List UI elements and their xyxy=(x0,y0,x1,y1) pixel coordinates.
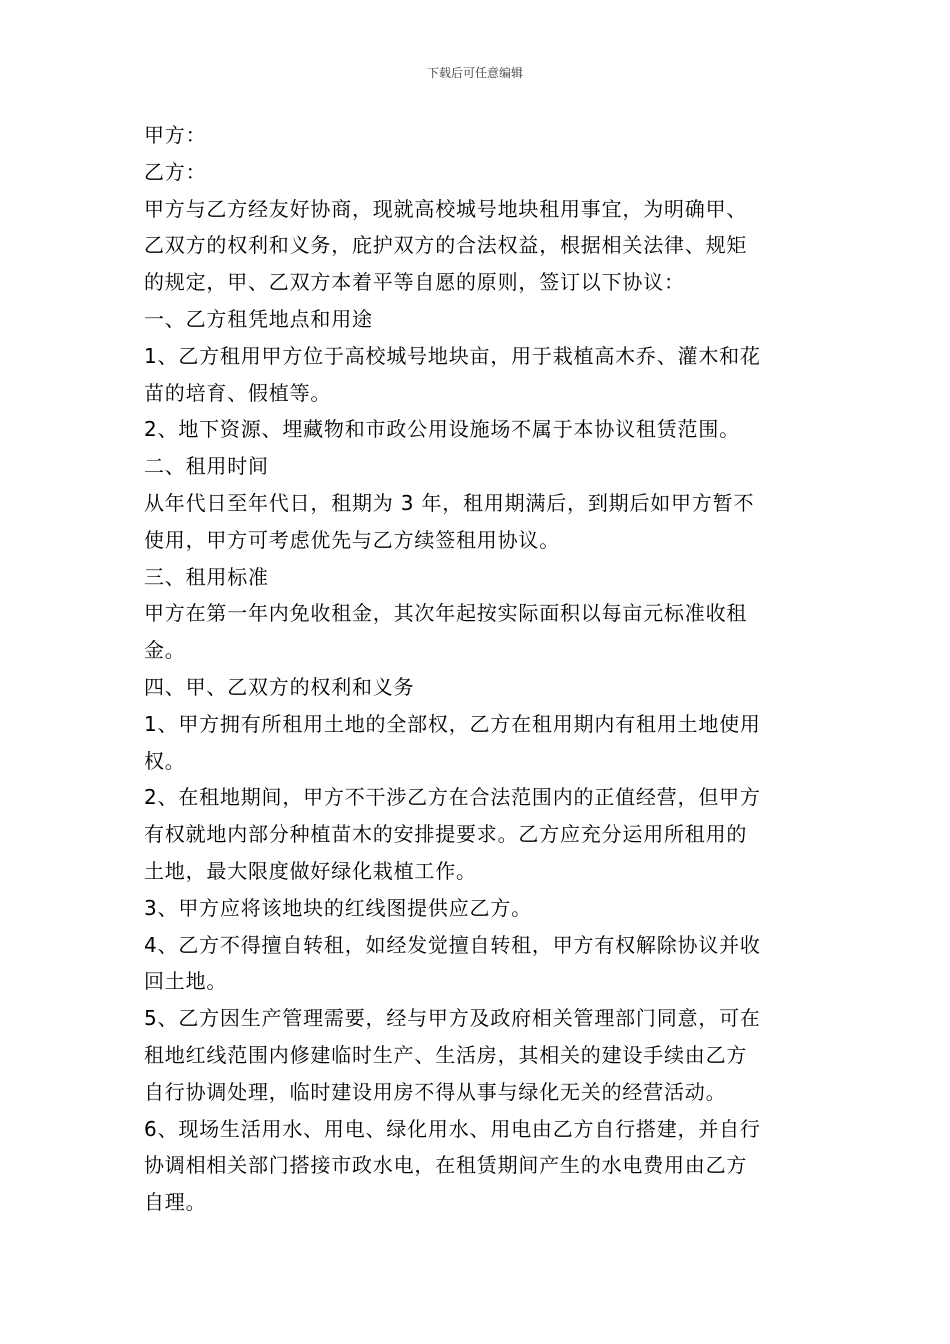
preamble-paragraph: 甲方与乙方经友好协商，现就高校城号地块租用事宜，为明确甲、 乙双方的权利和义务，庇护双方的合法权益，根据相关法律、规矩 的规定，甲、乙双方本着平等自愿的原则，签订以下协议： xyxy=(144,196,748,295)
page-header-note: 下载后可任意编辑 xyxy=(426,66,523,80)
clause-paragraph: 1、乙方租用甲方位于高校城号地块亩，用于栽植高木乔、灌木和花 苗的培育、假植等。 xyxy=(144,343,761,405)
document-body xyxy=(144,117,810,1221)
clause-paragraph: 6、现场生活用水、用电、绿化用水、用电由乙方自行搭建，并自行 协调相相关部门搭接市政水电，在租赁期间产生的水电费用由乙方 自理。 xyxy=(144,1116,761,1215)
clause-paragraph: 3、甲方应将该地块的红线图提供应乙方。 xyxy=(144,895,532,920)
clause-paragraph: 1、甲方拥有所租用土地的全部权，乙方在租用期内有租用土地使用 权。 xyxy=(144,711,761,773)
section-heading-rights-obligations: 四、甲、乙双方的权利和义务 xyxy=(144,674,415,699)
section-heading-location-purpose: 一、乙方租凭地点和用途 xyxy=(144,306,373,331)
section-heading-lease-standard: 三、租用标准 xyxy=(144,564,269,589)
clause-paragraph: 甲方在第一年内免收租金，其次年起按实际面积以每亩元标准收租 金。 xyxy=(144,601,748,663)
party-a-line: 甲方： xyxy=(144,123,207,147)
clause-paragraph: 2、在租地期间，甲方不干涉乙方在合法范围内的正值经营，但甲方 有权就地内部分种植苗木的安排提要求。乙方应充分运用所租用的 土地，最大限度做好绿化栽植工作。 xyxy=(144,785,761,883)
party-b-line: 乙方： xyxy=(144,159,207,184)
clause-paragraph: 2、地下资源、埋藏物和市政公用设施场不属于本协议租赁范围。 xyxy=(144,417,740,442)
clause-paragraph: 5、乙方因生产管理需要，经与甲方及政府相关管理部门同意，可在 租地红线范围内修建临时生产、生活房，其相关的建设手续由乙方 自行协调处理，临时建设用房不得从事与绿化无关的经营活动。 xyxy=(144,1006,761,1104)
section-heading-lease-term: 二、租用时间 xyxy=(144,454,269,479)
clause-paragraph: 从年代日至年代日，租期为 3 年，租用期满后，到期后如甲方暂不 使用，甲方可考虑优先与乙方续签租用协议。 xyxy=(144,490,755,552)
clause-paragraph: 4、乙方不得擅自转租，如经发觉擅自转租，甲方有权解除协议并收 回土地。 xyxy=(144,932,761,994)
